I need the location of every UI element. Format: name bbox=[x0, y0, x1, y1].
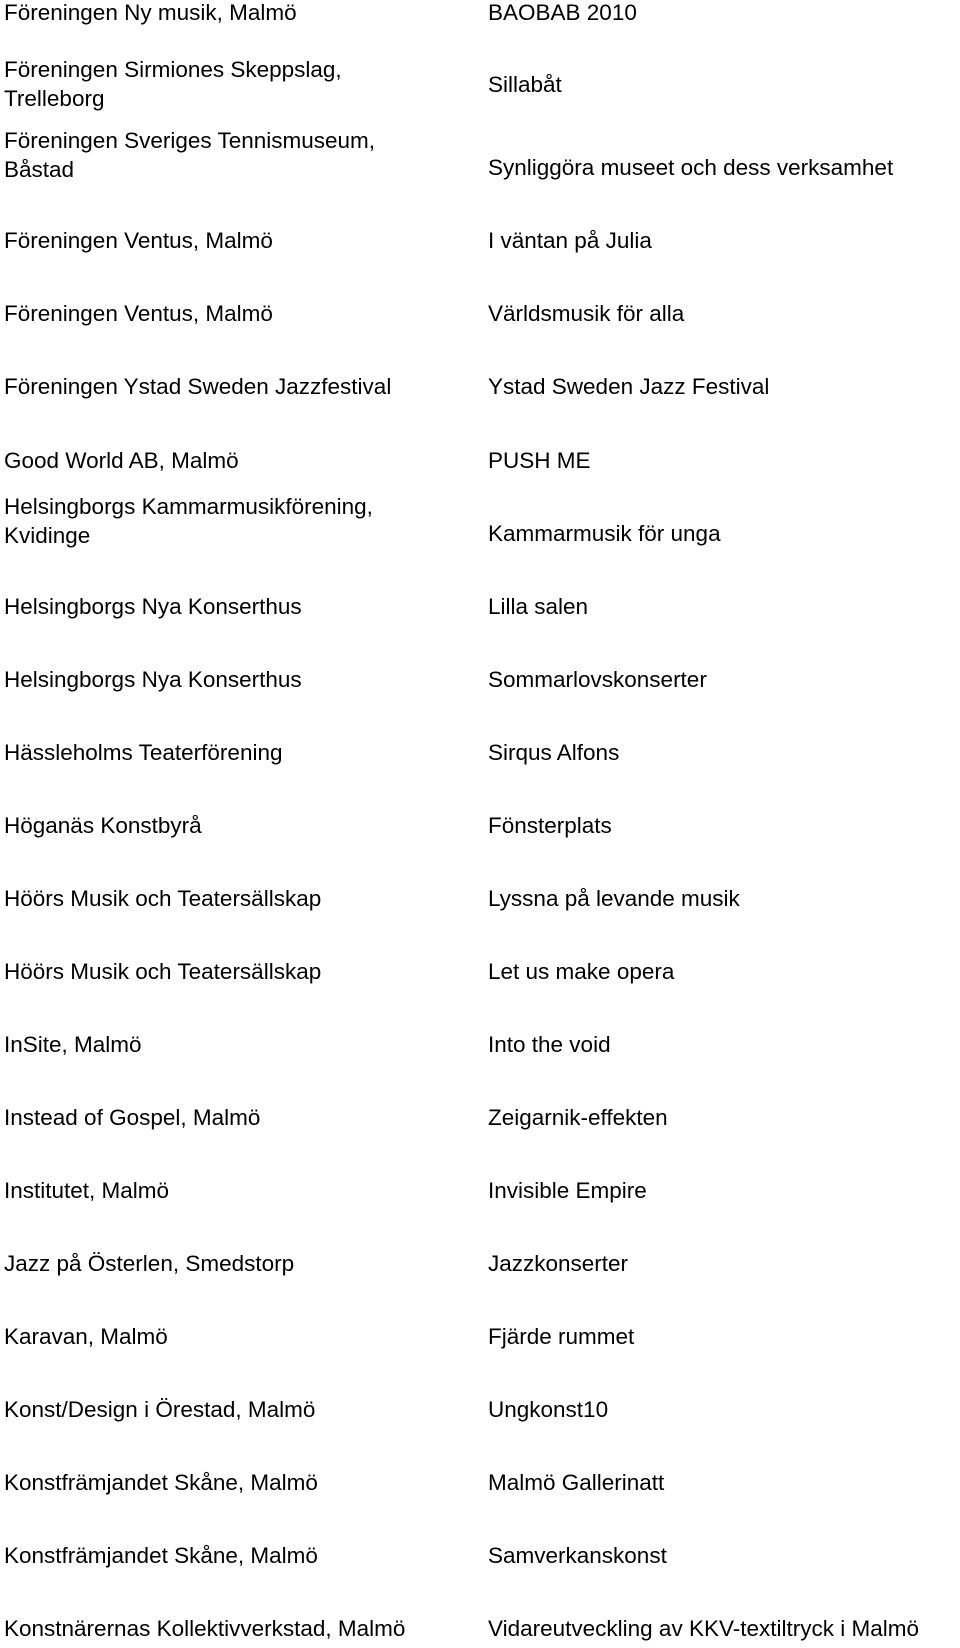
project-name: Ungkonst10 bbox=[488, 1397, 609, 1422]
organization-name: Höörs Musik och Teatersällskap bbox=[4, 959, 322, 984]
project-name: Jazzkonserter bbox=[488, 1251, 629, 1276]
organization-name: Good World AB, Malmö bbox=[4, 448, 239, 473]
organization-name: Institutet, Malmö bbox=[4, 1178, 170, 1203]
project-name: Synliggöra museet och dess verksamhet bbox=[488, 155, 894, 180]
organization-name: Höganäs Konstbyrå bbox=[4, 813, 202, 838]
organization-name: Karavan, Malmö bbox=[4, 1324, 168, 1349]
organization-name: Föreningen Ystad Sweden Jazzfestival bbox=[4, 374, 392, 399]
organization-name: Föreningen Ventus, Malmö bbox=[4, 301, 273, 326]
project-name: Ystad Sweden Jazz Festival bbox=[488, 374, 770, 399]
project-name: Sillabåt bbox=[488, 72, 562, 97]
organization-name: Konstnärernas Kollektivverkstad, Malmö bbox=[4, 1616, 406, 1641]
project-name: Lilla salen bbox=[488, 594, 589, 619]
organization-name: Föreningen Sveriges Tennismuseum, Båstad bbox=[4, 128, 376, 182]
project-name: Lyssna på levande musik bbox=[488, 886, 740, 911]
project-name: Zeigarnik-effekten bbox=[488, 1105, 668, 1130]
project-name: PUSH ME bbox=[488, 448, 591, 473]
organization-name: Konstfrämjandet Skåne, Malmö bbox=[4, 1470, 318, 1495]
organization-name: Helsingborgs Nya Konserthus bbox=[4, 594, 302, 619]
project-name: Into the void bbox=[488, 1032, 611, 1057]
project-name: Sommarlovskonserter bbox=[488, 667, 707, 692]
organization-name: Instead of Gospel, Malmö bbox=[4, 1105, 261, 1130]
organization-name: Helsingborgs Nya Konserthus bbox=[4, 667, 302, 692]
organization-name: Höörs Musik och Teatersällskap bbox=[4, 886, 322, 911]
organization-name: Föreningen Ventus, Malmö bbox=[4, 228, 273, 253]
organization-name: Konst/Design i Örestad, Malmö bbox=[4, 1397, 316, 1422]
project-name: Världsmusik för alla bbox=[488, 301, 685, 326]
organization-name: InSite, Malmö bbox=[4, 1032, 142, 1057]
organization-name: Hässleholms Teaterförening bbox=[4, 740, 283, 765]
project-name: I väntan på Julia bbox=[488, 228, 652, 253]
project-name: Samverkanskonst bbox=[488, 1543, 667, 1568]
organization-name: Jazz på Österlen, Smedstorp bbox=[4, 1251, 295, 1276]
project-name: Kammarmusik för unga bbox=[488, 521, 721, 546]
project-name: Let us make opera bbox=[488, 959, 675, 984]
organization-name: Föreningen Ny musik, Malmö bbox=[4, 0, 297, 25]
project-name: Invisible Empire bbox=[488, 1178, 647, 1203]
project-name: Vidareutveckling av KKV-textiltryck i Malmö bbox=[488, 1616, 919, 1641]
organization-name: Helsingborgs Kammarmusikförening, Kvidinge bbox=[4, 494, 373, 548]
organization-name: Konstfrämjandet Skåne, Malmö bbox=[4, 1543, 318, 1568]
project-name: Fjärde rummet bbox=[488, 1324, 635, 1349]
project-name: Malmö Gallerinatt bbox=[488, 1470, 665, 1495]
project-name: Sirqus Alfons bbox=[488, 740, 620, 765]
project-name: Fönsterplats bbox=[488, 813, 612, 838]
organization-name: Föreningen Sirmiones Skeppslag, Trelleborg bbox=[4, 57, 342, 111]
project-name: BAOBAB 2010 bbox=[488, 0, 637, 25]
